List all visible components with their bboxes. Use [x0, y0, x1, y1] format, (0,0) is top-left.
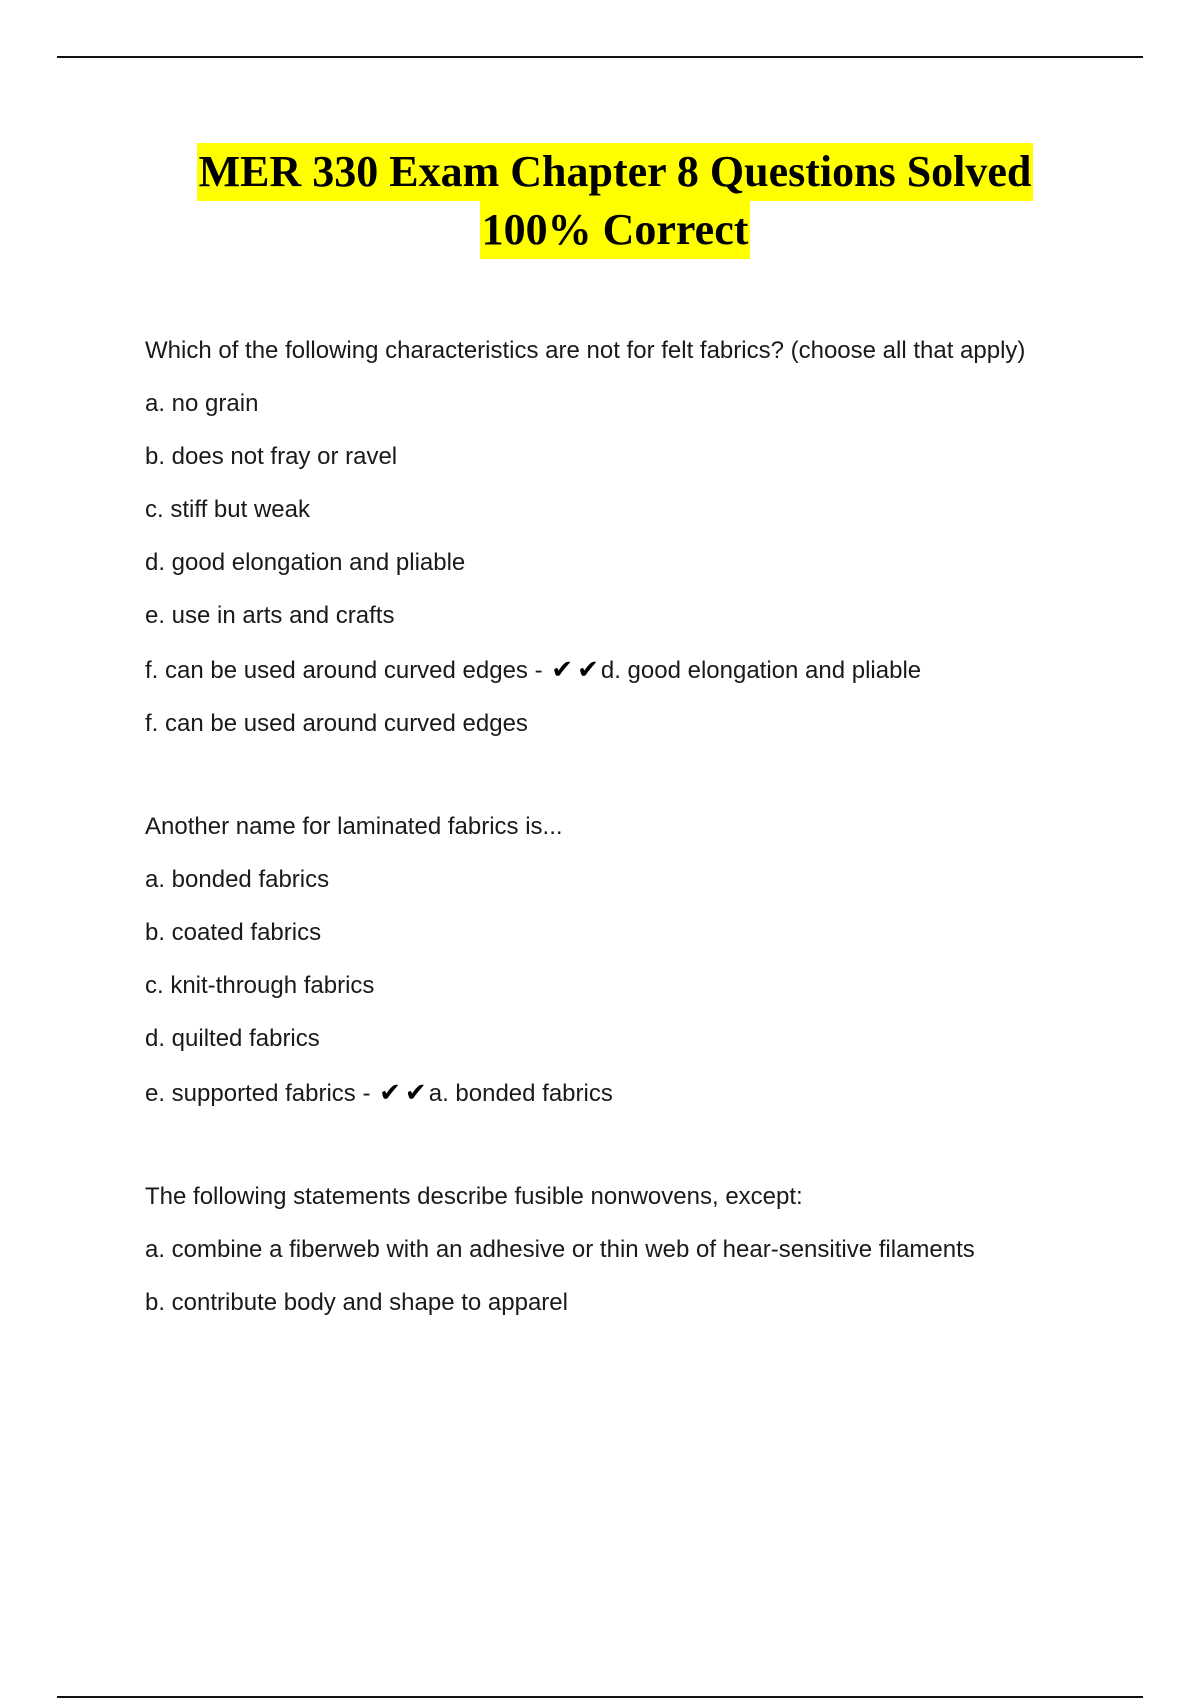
- option-d: d. good elongation and pliable: [145, 549, 466, 576]
- title-line-2: 100% Correct: [480, 201, 751, 259]
- question-block-1: [145, 333, 1065, 742]
- option-b: b. does not fray or ravel: [145, 443, 398, 470]
- answer-1: a. bonded fabrics: [428, 1080, 613, 1107]
- option-a: a. bonded fabrics: [145, 866, 330, 893]
- option-e-with-answer: [145, 1074, 1065, 1112]
- answer-1: d. good elongation and pliable: [600, 657, 922, 684]
- option-a: a. combine a fiberweb with an adhesive or thin web of hear-sensitive filaments: [145, 1236, 975, 1263]
- question-block-2: [145, 809, 1065, 1112]
- option-a: a. no grain: [145, 390, 259, 417]
- answer-2: f. can be used around curved edges: [145, 710, 528, 737]
- option-c: c. knit-through fabrics: [145, 972, 375, 999]
- option-d: d. quilted fabrics: [145, 1025, 320, 1052]
- question-prompt: Another name for laminated fabrics is...: [145, 813, 563, 840]
- document-body: [145, 333, 1065, 1388]
- option-f-with-answer: [145, 651, 1065, 689]
- question-prompt: Which of the following characteristics are not for felt fabrics? (choose all that apply): [145, 337, 1026, 364]
- bottom-rule: [57, 1696, 1143, 1698]
- question-prompt: The following statements describe fusible nonwovens, except:: [145, 1183, 803, 1210]
- checkmark-icon: ✔: [551, 654, 574, 684]
- question-block-3: [145, 1179, 1065, 1321]
- title-line-1: MER 330 Exam Chapter 8 Questions Solved: [197, 143, 1034, 201]
- document-title: [0, 143, 1200, 259]
- option-e: e. use in arts and crafts: [145, 602, 395, 629]
- option-c: c. stiff but weak: [145, 496, 310, 523]
- option-e: e. supported fabrics -: [145, 1080, 371, 1107]
- option-b: b. contribute body and shape to apparel: [145, 1289, 568, 1316]
- option-f: f. can be used around curved edges -: [145, 657, 543, 684]
- checkmark-icon: ✔: [404, 1077, 427, 1107]
- checkmark-icon: ✔: [379, 1077, 401, 1107]
- checkmark-icon: ✔: [577, 654, 599, 684]
- top-rule: [57, 56, 1143, 58]
- option-b: b. coated fabrics: [145, 919, 322, 946]
